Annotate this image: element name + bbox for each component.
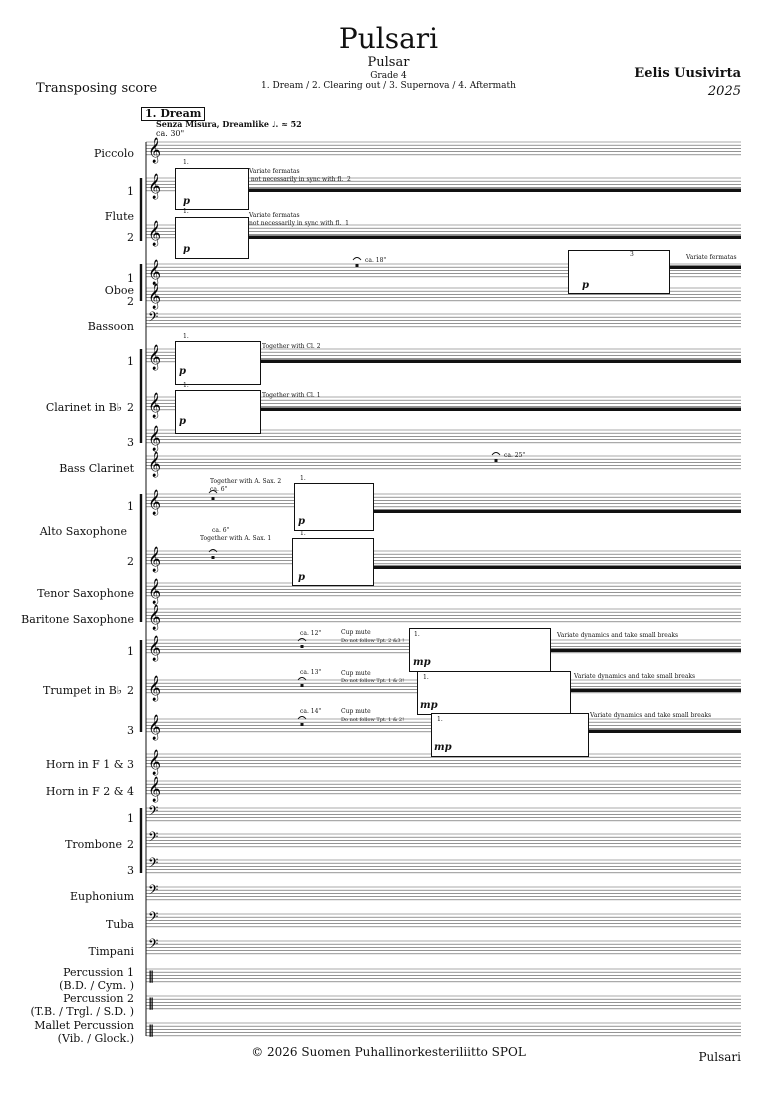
label-trombone-3: 3 [127, 864, 134, 877]
bass-clef-icon: 𝄢 [148, 309, 159, 328]
oboe-dynamic: p [582, 280, 589, 291]
bass-clef-icon: 𝄢 [148, 803, 159, 822]
trumpet-1-follow: Do not follow Tpt. 2 &3 ! [341, 638, 405, 644]
trumpet-2-dynamic: mp [420, 700, 438, 711]
clarinet-1-dynamic: p [179, 366, 186, 377]
label-euphonium: Euphonium [70, 890, 134, 903]
staff-trombone-1 [146, 803, 741, 822]
score-type-label: Transposing score [36, 81, 158, 96]
label-percussion-2-instruments: (T.B. / Trgl. / S.D. ) [30, 1005, 134, 1018]
label-bassoon: Bassoon [87, 320, 134, 333]
trumpet-2-mute: Cup mute [341, 670, 371, 677]
alto-sax-1-box-number: 1. [300, 475, 306, 482]
label-baritone-sax: Baritone Saxophone [21, 613, 134, 626]
staff-bassoon [146, 309, 741, 328]
clarinet-1-box [175, 341, 261, 385]
flute-1-note: Variate fermatas not necessarily in sync with fl. 2 [249, 168, 351, 183]
rehearsal-mark: 1. Dream [141, 107, 205, 121]
label-oboe-1: 1 [127, 272, 134, 285]
duration-marking: ca. 30" [156, 129, 185, 138]
footer-page-title: Pulsari [698, 1050, 741, 1064]
staff-horn-24 [146, 776, 741, 802]
label-horn-24: Horn in F 2 & 4 [45, 785, 134, 798]
treble-clef-icon: 𝄞 [148, 260, 162, 285]
trumpet-1-dynamic: mp [413, 657, 431, 668]
staff-piccolo [146, 137, 741, 163]
label-clarinet-3: 3 [127, 436, 134, 449]
treble-clef-icon: 𝄞 [148, 579, 162, 604]
treble-clef-icon: 𝄞 [148, 426, 162, 451]
treble-clef-icon: 𝄞 [148, 777, 162, 802]
copyright-notice: © 2026 Suomen Puhallinorkesteriliitto SPOL [251, 1045, 526, 1059]
treble-clef-icon: 𝄞 [148, 284, 162, 309]
staff-baritone-sax [146, 604, 741, 630]
label-timpani: Timpani [88, 945, 134, 958]
grade-label: Grade 4 [370, 71, 407, 81]
staff-timpani [146, 936, 741, 955]
alto-sax-1-dynamic: p [298, 516, 305, 527]
bass-clef-icon: 𝄢 [148, 829, 159, 848]
trumpet-3-box [431, 713, 589, 757]
label-trombone: Trombone [65, 838, 122, 851]
treble-clef-icon: 𝄞 [148, 750, 162, 775]
trumpet-2-box [417, 671, 571, 715]
clarinet-1-box-number: 1. [183, 333, 189, 340]
label-flute: Flute [104, 210, 134, 223]
treble-clef-icon: 𝄞 [148, 715, 162, 740]
trumpet-2-duration: ca. 13" [300, 669, 322, 676]
alto-sax-2-duration: ca. 6" [212, 527, 230, 534]
treble-clef-icon: 𝄞 [148, 174, 162, 199]
percussion-clef-icon: ‖ [148, 969, 154, 983]
trumpet-1-mute: Cup mute [341, 629, 371, 636]
oboe-duration: ca. 18" [365, 257, 387, 264]
treble-clef-icon: 𝄞 [148, 452, 162, 477]
trumpet-2-follow: Do not follow Tpt. 1 & 3! [341, 678, 405, 684]
label-mallet-percussion: Mallet Percussion [34, 1019, 134, 1032]
oboe-tuplet: 3 [630, 251, 634, 258]
label-percussion-1-instruments: (B.D. / Cym. ) [59, 979, 134, 992]
alto-sax-1-note: Together with A. Sax. 2 [210, 478, 282, 485]
label-clarinet-2: 2 [127, 401, 134, 414]
label-horn-13: Horn in F 1 & 3 [45, 758, 134, 771]
staff-euphonium [146, 882, 741, 901]
label-clarinet-1: 1 [127, 355, 134, 368]
label-flute-2: 2 [127, 231, 134, 244]
treble-clef-icon: 𝄞 [148, 605, 162, 630]
label-mallet-percussion-instruments: (Vib. / Glock.) [57, 1032, 134, 1045]
label-trumpet-2: 2 [127, 684, 134, 697]
bass-clef-icon: 𝄢 [148, 936, 159, 955]
tempo-marking: Senza Misura, Dreamlike ♩. ≈ 52 [156, 119, 302, 129]
flute-1-box-number: 1. [183, 159, 189, 166]
trumpet-2-instruction: Variate dynamics and take small breaks [574, 673, 696, 680]
trumpet-3-duration: ca. 14" [300, 708, 322, 715]
staff-bass-clarinet [146, 451, 741, 477]
label-tenor-sax: Tenor Saxophone [37, 587, 134, 600]
label-oboe: Oboe [104, 284, 134, 297]
trumpet-3-box-number: 1. [437, 716, 443, 723]
alto-sax-2-note: Together with A. Sax. 1 [200, 535, 272, 542]
bass-clef-icon: 𝄢 [148, 855, 159, 874]
label-bass-clarinet: Bass Clarinet [59, 462, 134, 475]
percussion-clef-icon: ‖ [148, 1023, 154, 1037]
label-trumpet-1: 1 [127, 645, 134, 658]
bass-clarinet-duration: ca. 25" [504, 452, 526, 459]
bass-clef-icon: 𝄢 [148, 882, 159, 901]
treble-clef-icon: 𝄞 [148, 676, 162, 701]
score-subtitle: Pulsar [367, 55, 410, 70]
trumpet-2-box-number: 1. [423, 674, 429, 681]
bass-clef-icon: 𝄢 [148, 909, 159, 928]
label-piccolo: Piccolo [93, 147, 134, 160]
label-percussion-2: Percussion 2 [63, 992, 134, 1005]
flute-2-box-number: 1. [183, 208, 189, 215]
clarinet-2-box-number: 1. [183, 382, 189, 389]
staff-trombone-3 [146, 855, 741, 874]
treble-clef-icon: 𝄞 [148, 490, 162, 515]
staff-mallet-percussion [146, 1023, 741, 1037]
treble-clef-icon: 𝄞 [148, 221, 162, 246]
label-percussion-1: Percussion 1 [63, 966, 134, 979]
label-alto-sax-2: 2 [127, 555, 134, 568]
flute-1-dynamic: p [183, 196, 190, 207]
staff-tenor-sax [146, 578, 741, 604]
alto-sax-1-box [294, 483, 374, 531]
treble-clef-icon: 𝄞 [148, 547, 162, 572]
treble-clef-icon: 𝄞 [148, 393, 162, 418]
score-title: Pulsari [338, 22, 439, 55]
percussion-clef-icon: ‖ [148, 996, 154, 1010]
label-alto-sax-1: 1 [127, 500, 134, 513]
staff-trombone-2 [146, 829, 741, 848]
label-oboe-2: 2 [127, 295, 134, 308]
trumpet-1-duration: ca. 12" [300, 630, 322, 637]
trumpet-1-instruction: Variate dynamics and take small breaks [557, 632, 679, 639]
trumpet-3-mute: Cup mute [341, 708, 371, 715]
label-trombone-2: 2 [127, 838, 134, 851]
clarinet-2-note: Together with Cl. 1 [262, 392, 321, 399]
clarinet-1-note: Together with Cl. 2 [262, 343, 321, 350]
staff-tuba [146, 909, 741, 928]
label-alto-sax: Alto Saxophone [39, 525, 127, 538]
alto-sax-2-box-number: 1. [300, 530, 306, 537]
composer-name: Eelis Uusivirta [634, 66, 741, 81]
oboe-note: Variate fermatas [686, 254, 737, 261]
label-clarinet: Clarinet in B♭ [45, 401, 122, 414]
label-trombone-1: 1 [127, 812, 134, 825]
movements-list: 1. Dream / 2. Clearing out / 3. Supernova / 4. Aftermath [261, 81, 516, 91]
flute-2-note: Variate fermatas not necessarily in sync with fl. 1 [249, 212, 349, 227]
label-trumpet: Trumpet in B♭ [43, 684, 122, 697]
treble-clef-icon: 𝄞 [148, 138, 162, 163]
clarinet-2-box [175, 390, 261, 434]
alto-sax-2-dynamic: p [298, 572, 305, 583]
trumpet-1-box-number: 1. [414, 631, 420, 638]
trumpet-3-dynamic: mp [434, 742, 452, 753]
label-tuba: Tuba [105, 918, 134, 931]
composition-year: 2025 [707, 84, 741, 99]
label-trumpet-3: 3 [127, 724, 134, 737]
staff-percussion-1 [146, 969, 741, 983]
treble-clef-icon: 𝄞 [148, 636, 162, 661]
flute-2-dynamic: p [183, 244, 190, 255]
label-flute-1: 1 [127, 185, 134, 198]
staff-percussion-2 [146, 996, 741, 1010]
treble-clef-icon: 𝄞 [148, 345, 162, 370]
trumpet-3-follow: Do not follow Tpt. 1 & 2! [341, 717, 405, 723]
clarinet-2-dynamic: p [179, 416, 186, 427]
alto-sax-1-duration: ca. 6" [210, 486, 228, 493]
trumpet-3-instruction: Variate dynamics and take small breaks [590, 712, 712, 719]
